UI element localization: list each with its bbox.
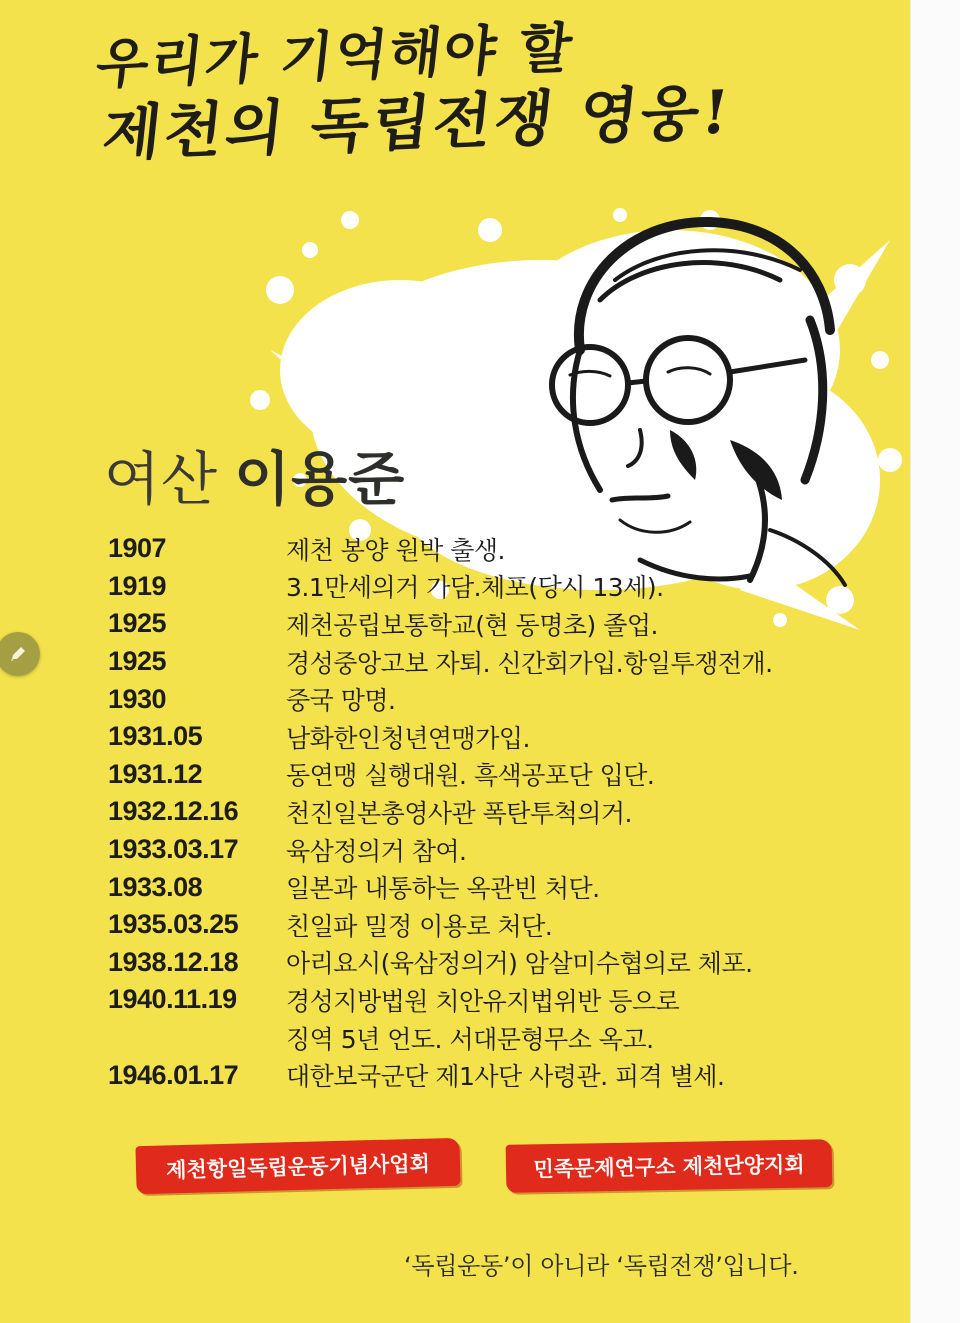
timeline-row (108, 718, 888, 756)
timeline-row (108, 944, 888, 982)
timeline-row (108, 868, 888, 906)
timeline-year: 1935.03.25 (108, 909, 239, 940)
timeline-row (108, 605, 888, 643)
timeline-row (108, 568, 888, 606)
timeline-event: 일본과 내통하는 옥관빈 처단. (286, 874, 600, 904)
headline (85, 8, 743, 172)
timeline-event: 천진일본총영사관 폭탄투척의거. (286, 798, 632, 828)
given-name: 이용준 (234, 445, 406, 513)
pen-name: 여산 (104, 445, 219, 513)
page-margin (910, 0, 960, 1323)
headline-line-1: 우리가 기억해야 할 (93, 15, 577, 96)
timeline-year: 1940.11.19 (108, 984, 237, 1015)
org-badge-jecheon-memorial: 제천항일독립운동기념사업회 (135, 1138, 460, 1194)
timeline-year: 1907 (108, 533, 167, 564)
timeline-event: 중국 망명. (286, 686, 396, 716)
timeline-year: 1933.03.17 (108, 834, 239, 865)
timeline-row (108, 1056, 888, 1094)
timeline-row (108, 530, 888, 568)
pencil-icon (8, 644, 28, 664)
headline-line-2: 제천의 독립전쟁 영웅! (99, 77, 736, 170)
timeline (108, 530, 888, 1094)
timeline-year: 1946.01.17 (108, 1059, 239, 1090)
timeline-year: 1933.08 (108, 871, 203, 902)
timeline-row-continuation (108, 1019, 888, 1057)
timeline-year: 1919 (108, 570, 167, 601)
timeline-event: 동연맹 실행대원. 흑색공포단 입단. (286, 761, 655, 791)
org-badge-minjok-institute: 민족문제연구소 제천단양지회 (506, 1139, 833, 1193)
timeline-event: 제천공립보통학교(현 동명초) 졸업. (286, 610, 658, 640)
timeline-event: 경성지방법원 치안유지법위반 등으로 (286, 986, 680, 1016)
timeline-event: 제천 봉양 원박 출생. (286, 535, 505, 565)
timeline-row (108, 831, 888, 869)
timeline-year: 1925 (108, 646, 167, 677)
timeline-row (108, 680, 888, 718)
timeline-year: 1931.05 (108, 721, 203, 752)
timeline-row (108, 793, 888, 831)
timeline-row (108, 981, 888, 1019)
timeline-event: 육삼정의거 참여. (286, 836, 467, 866)
timeline-event: 아리요시(육삼정의거) 암살미수협의로 체포. (286, 949, 753, 979)
person-name (104, 432, 405, 516)
edit-button[interactable] (0, 632, 40, 676)
timeline-year: 1931.12 (108, 758, 203, 789)
timeline-year: 1925 (108, 608, 167, 639)
timeline-year: 1932.12.16 (108, 796, 239, 827)
footer-note: ‘독립운동’이 아니라 ‘독립전쟁’입니다. (404, 1252, 799, 1280)
timeline-year: 1938.12.18 (108, 946, 239, 977)
timeline-row (108, 756, 888, 794)
timeline-event: 경성중앙고보 자퇴. 신간회가입.항일투쟁전개. (286, 648, 773, 678)
timeline-event: 친일파 밀정 이용로 처단. (286, 911, 553, 941)
timeline-event: 남화한인청년연맹가입. (286, 723, 530, 753)
timeline-row (108, 643, 888, 681)
timeline-event: 징역 5년 언도. 서대문형무소 옥고. (286, 1024, 654, 1054)
timeline-year: 1930 (108, 683, 167, 714)
timeline-event: 대한보국군단 제1사단 사령관. 피격 별세. (286, 1062, 725, 1092)
timeline-event: 3.1만세의거 가담.체포(당시 13세). (286, 573, 664, 603)
timeline-row (108, 906, 888, 944)
